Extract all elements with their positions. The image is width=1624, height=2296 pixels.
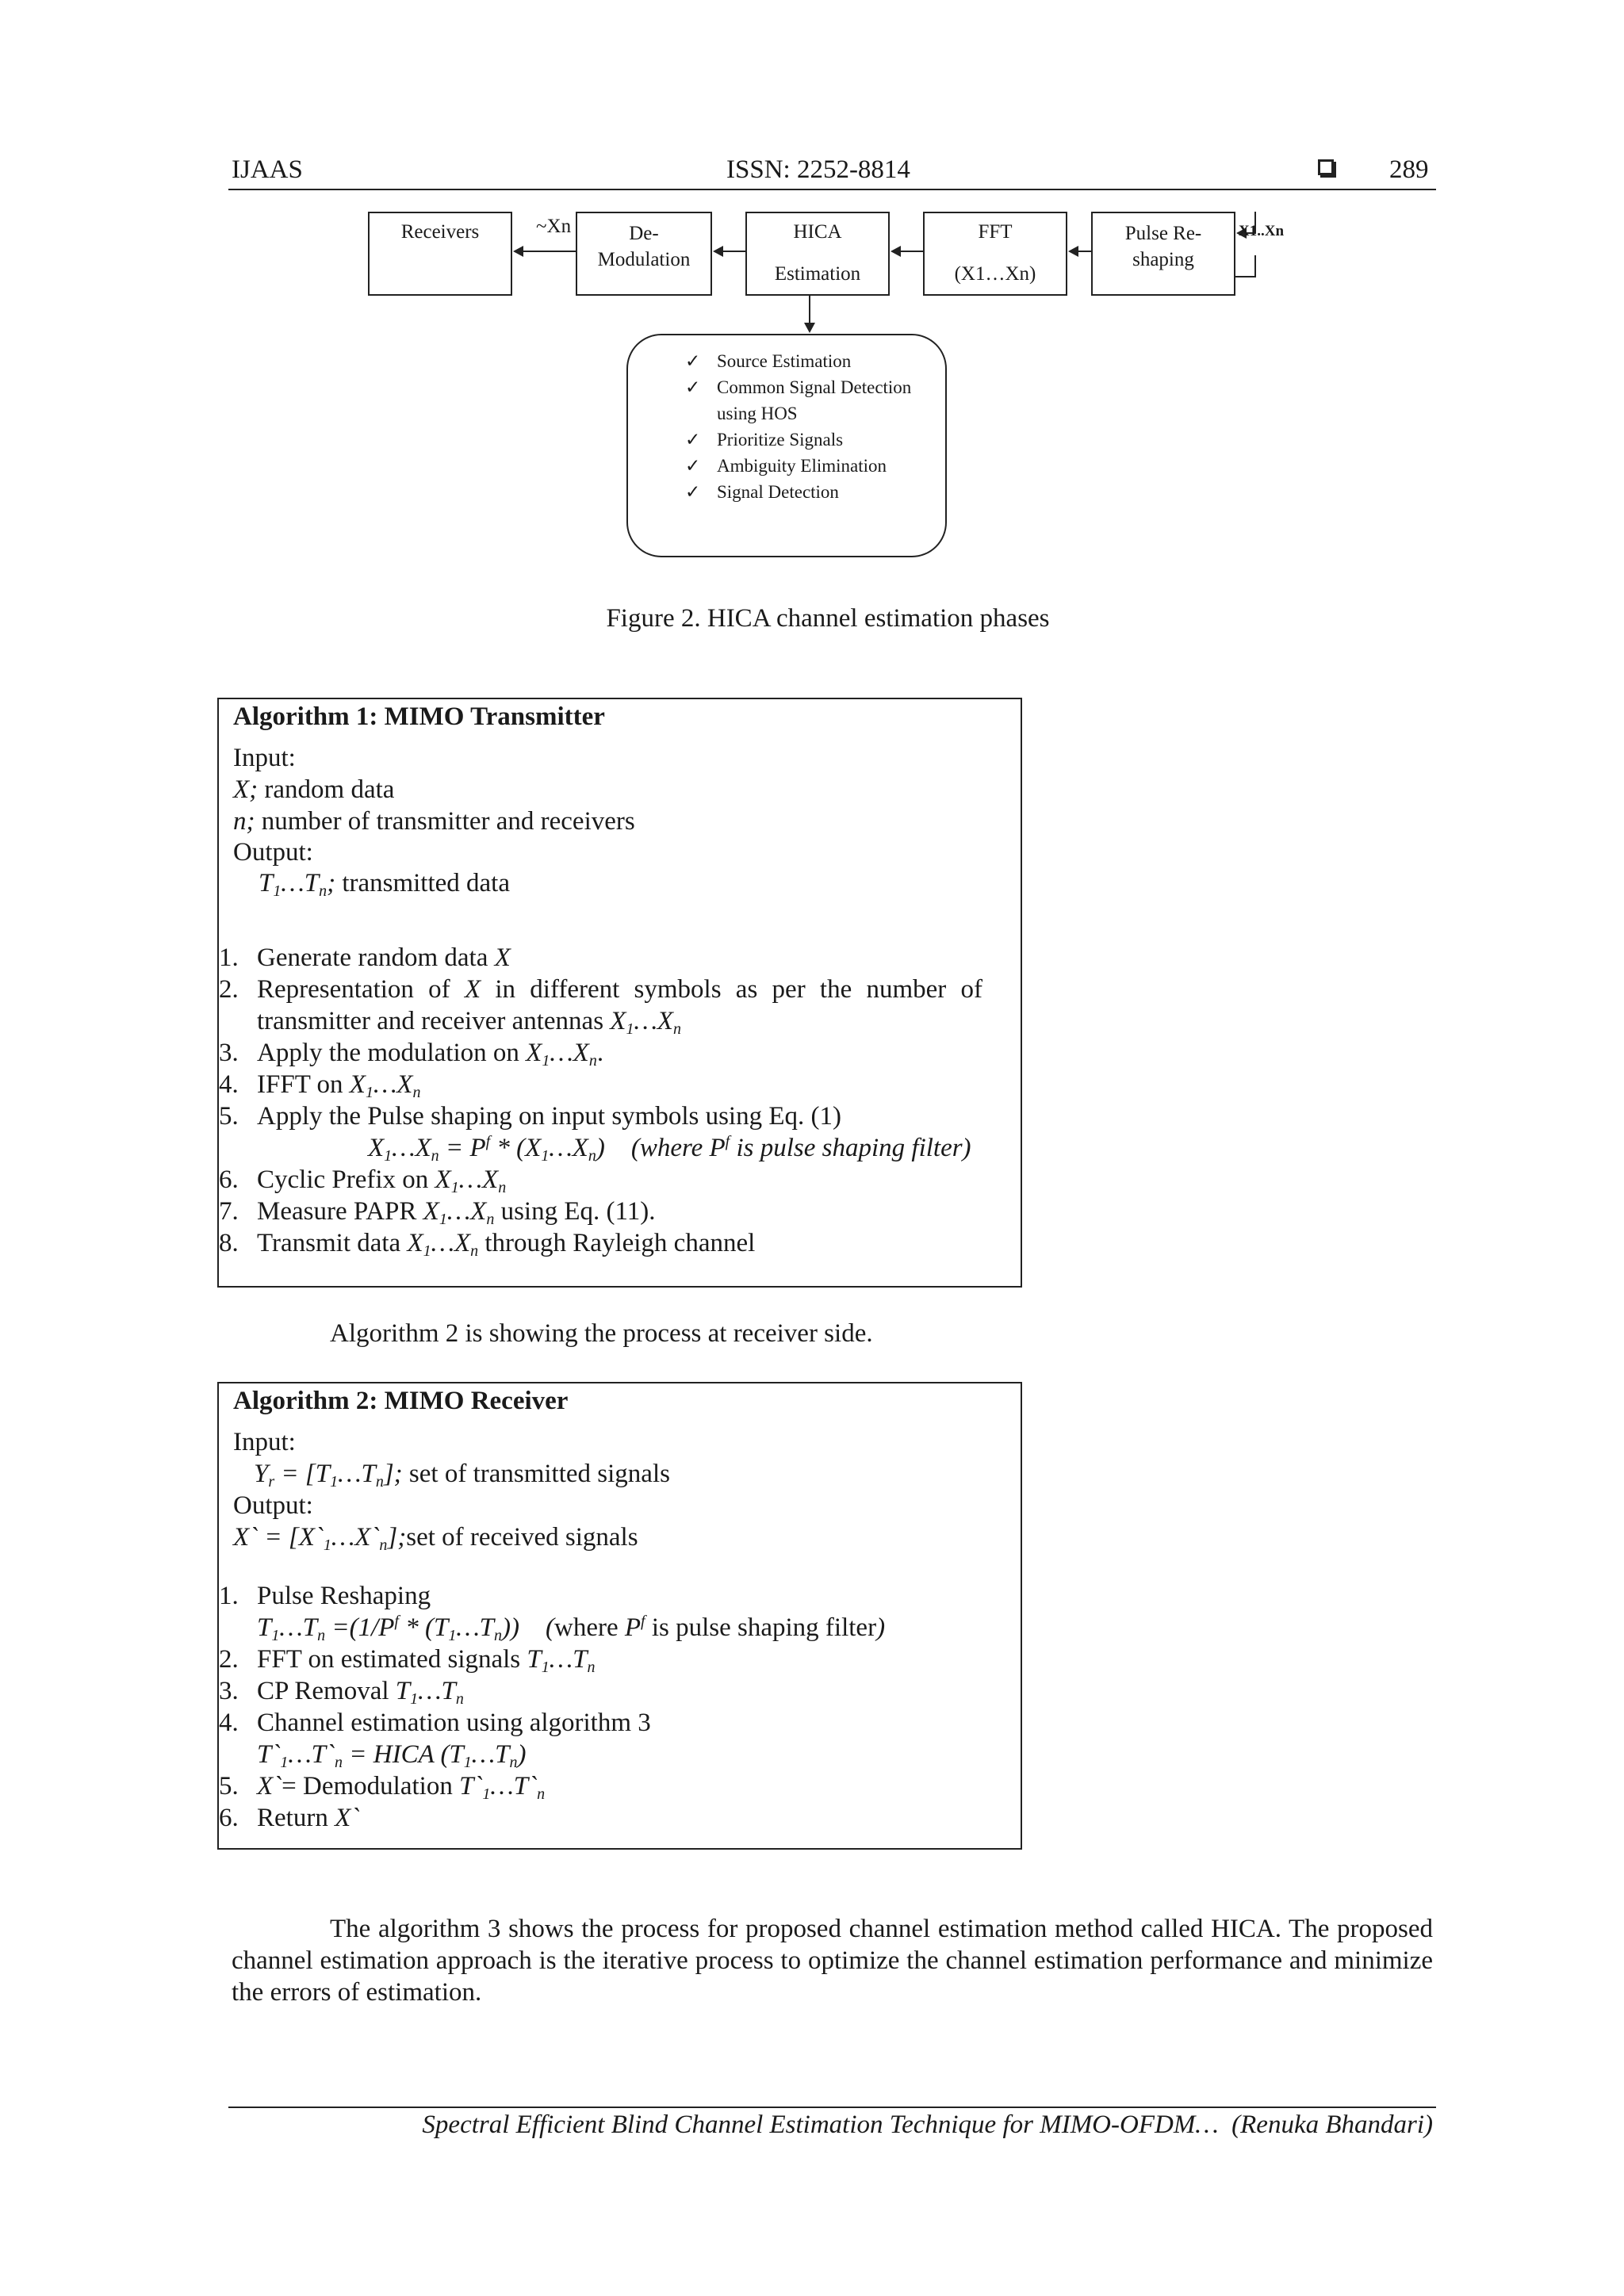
check-item: ✓ Source Estimation bbox=[685, 351, 852, 371]
algo2-step-4: 4. Channel estimation using algorithm 3 bbox=[219, 1709, 651, 1737]
input-tick-bottom bbox=[1254, 255, 1256, 276]
algo1-step-8: 8. Transmit data $X_1\dots X_n$ through Rayleigh channel bbox=[219, 1229, 756, 1260]
algo2-step-3: 3. CP Removal $T_1\dots T_n$ bbox=[219, 1677, 464, 1708]
check-item: ✓ Signal Detection bbox=[685, 482, 839, 502]
algorithm-1-box bbox=[217, 698, 1022, 1288]
algo1-step-7: 7. Measure PAPR $X_1\dots X_n$ using Eq. (11). bbox=[219, 1197, 656, 1228]
algo1-output-t: $T_1\dots T_n$; transmitted data bbox=[259, 869, 510, 900]
header-rule bbox=[228, 189, 1436, 190]
algo1-step-2-cont: transmitter and receiver antennas $X_1\dots X_n$ bbox=[257, 1007, 681, 1038]
algo1-input-x: X; random data bbox=[233, 775, 395, 804]
algo2-step-5: 5. X`= Demodulation $T`_1\dots T`_n$ bbox=[219, 1772, 546, 1803]
arrowhead-fft bbox=[1068, 246, 1078, 257]
algo2-equation-2: $T`_1\dots T`_n$ = HICA $(T_1\dots T_n)$ bbox=[257, 1740, 527, 1771]
arrowhead-demod bbox=[713, 246, 723, 257]
algo2-equation-1: $T_1\dots T_n =(1/P^f$ * $(T_1\dots T_n)$) (where $P^f$ is pulse shaping filter) bbox=[257, 1613, 886, 1644]
algo1-step-4: 4. IFFT on $X_1\dots X_n$ bbox=[219, 1070, 421, 1101]
algo2-input-label: Input: bbox=[233, 1428, 296, 1456]
receivers-box: Receivers bbox=[368, 212, 512, 296]
algorithm-1-title: Algorithm 1: MIMO Transmitter bbox=[233, 702, 605, 731]
check-item: ✓ Prioritize Signals bbox=[685, 430, 844, 450]
page-number: 289 bbox=[1389, 155, 1429, 184]
algorithm-2-box bbox=[217, 1382, 1022, 1850]
body-paragraph: The algorithm 3 shows the process for proposed channel estimation method called HICA. The proposed channel estimation approach is the iterative process to optimize the channel estimation performance and minimize the errors of estimation. bbox=[232, 1915, 1433, 2007]
input-bracket-bottom bbox=[1235, 276, 1256, 277]
algo2-step-6: 6. Return X` bbox=[219, 1804, 360, 1832]
demodulation-box: De- Modulation bbox=[576, 212, 712, 296]
algo1-step-6: 6. Cyclic Prefix on $X_1\dots X_n$ bbox=[219, 1165, 507, 1196]
check-item: ✓ Common Signal Detection bbox=[685, 377, 912, 397]
square-icon bbox=[1318, 159, 1334, 175]
algo1-input-n: n; number of transmitter and receivers bbox=[233, 807, 635, 836]
arrow-fft-hica bbox=[900, 251, 923, 252]
arrow-hica-down bbox=[809, 296, 810, 324]
arrow-demod-receivers bbox=[523, 251, 576, 252]
algo2-output-label: Output: bbox=[233, 1491, 313, 1520]
algo2-input-yr: $Y_r$ = $[T_1\dots T_n]$; set of transmitted signals bbox=[254, 1460, 670, 1490]
journal-name: IJAAS bbox=[232, 155, 303, 184]
arrowhead-down bbox=[804, 323, 815, 333]
running-footer: Spectral Efficient Blind Channel Estimation Technique for MIMO-OFDM… (Renuka Bhandari) bbox=[422, 2110, 1433, 2139]
phases-checklist bbox=[685, 348, 911, 505]
pulse-reshaping-box: Pulse Re- shaping bbox=[1091, 212, 1235, 296]
algo1-output-label: Output: bbox=[233, 838, 313, 867]
algo2-output-x: X` = $[X`_1\dots X`_n];set$ of received signals bbox=[233, 1523, 638, 1554]
algo1-equation-1: $X_1\dots X_n = P^f$ * $(X_1\dots X_n)$ (where $P^f$ is pulse shaping filter) bbox=[368, 1133, 971, 1165]
algo1-input-label: Input: bbox=[233, 744, 296, 772]
algo2-step-1: 1. Pulse Reshaping bbox=[219, 1582, 431, 1610]
algorithm-2-title: Algorithm 2: MIMO Receiver bbox=[233, 1387, 569, 1415]
interlude-text: Algorithm 2 is showing the process at receiver side. bbox=[330, 1319, 873, 1348]
arrow-pulse-fft bbox=[1078, 251, 1091, 252]
algo1-step-3: 3. Apply the modulation on $X_1\dots X_n$. bbox=[219, 1039, 604, 1070]
hica-estimation-box: HICA Estimation bbox=[745, 212, 890, 296]
arrowhead-receivers bbox=[513, 246, 523, 257]
algo1-step-2: 2. Representation of X in different symbols as per the number of bbox=[219, 975, 983, 1004]
fft-box: FFT (X1…Xn) bbox=[923, 212, 1067, 296]
algo1-step-1: 1. Generate random data X bbox=[219, 943, 511, 972]
issn: ISSN: 2252-8814 bbox=[726, 155, 910, 184]
check-item: ✓ Ambiguity Elimination bbox=[685, 456, 887, 476]
arrowhead-hica bbox=[891, 246, 901, 257]
footer-rule bbox=[228, 2107, 1436, 2108]
xn-label: ~Xn bbox=[536, 216, 572, 237]
check-item-continuation: using HOS bbox=[717, 404, 798, 423]
input-label: X1..Xn bbox=[1239, 223, 1285, 239]
algo2-step-2: 2. FFT on estimated signals $T_1\dots T_n$ bbox=[219, 1645, 596, 1676]
arrow-hica-demod bbox=[722, 251, 745, 252]
phases-box bbox=[626, 334, 947, 557]
figure-caption: Figure 2. HICA channel estimation phases bbox=[606, 604, 1050, 633]
algo1-step-5: 5. Apply the Pulse shaping on input symbols using Eq. (1) bbox=[219, 1102, 841, 1131]
